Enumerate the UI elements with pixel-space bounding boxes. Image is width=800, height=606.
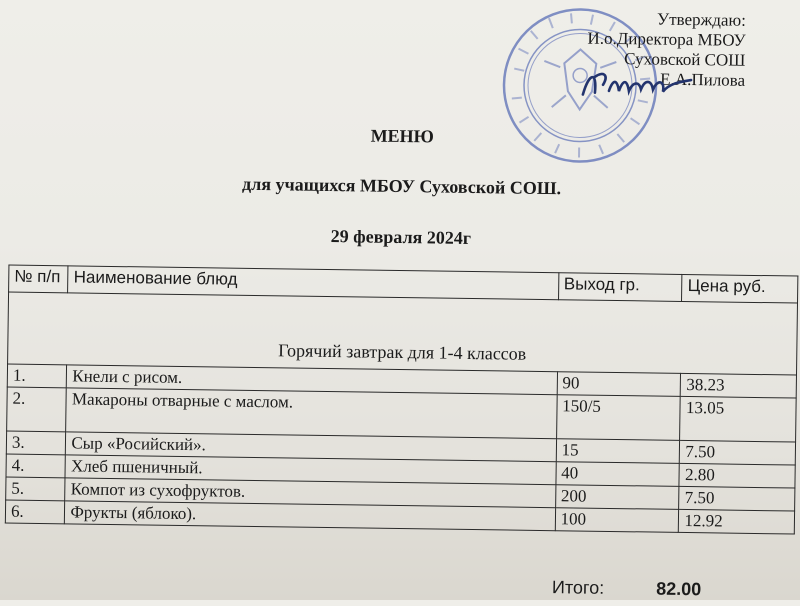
document-subtitle: для учащихся МБОУ Суховской СОШ. — [1, 170, 800, 202]
row-dish: Фрукты (яблоко). — [65, 501, 555, 531]
section-row — [8, 292, 798, 375]
row-number: 2. — [7, 387, 67, 432]
row-dish: Хлеб пшеничный. — [65, 455, 555, 485]
row-dish: Сыр «Росийский». — [66, 432, 556, 462]
row-weight: 90 — [557, 372, 681, 397]
row-number: 3. — [6, 431, 66, 455]
row-price: 13.05 — [680, 396, 796, 442]
row-number: 5. — [6, 477, 66, 501]
header-number: № п/п — [9, 265, 69, 293]
row-price: 2.80 — [679, 463, 795, 488]
document-date: 29 февраля 2024г — [1, 221, 800, 253]
approval-position: И.о.Директора МБОУ — [587, 29, 745, 51]
total-line — [552, 577, 701, 600]
row-dish: Макароны отварные с маслом. — [66, 388, 557, 439]
document-title: МЕНЮ — [2, 120, 800, 152]
row-number: 1. — [7, 364, 67, 388]
signature — [579, 64, 700, 106]
header-dish: Наименование блюд — [68, 266, 559, 300]
row-weight: 15 — [556, 439, 680, 464]
header-weight: Выход гр. — [558, 273, 682, 302]
menu-table — [5, 265, 799, 535]
section-title: Горячий завтрак для 1-4 классов — [8, 292, 798, 375]
row-weight: 200 — [555, 485, 679, 510]
row-price: 12.92 — [679, 509, 795, 534]
row-number: 4. — [6, 454, 66, 478]
approval-heading: Утверждаю: — [588, 9, 746, 31]
row-weight: 40 — [556, 462, 680, 487]
row-number: 6. — [5, 500, 65, 524]
row-dish: Кнели с рисом. — [67, 365, 557, 395]
header-price: Цена руб. — [682, 274, 798, 303]
approval-name: Е.А.Пилова — [587, 69, 745, 91]
row-price: 38.23 — [681, 373, 797, 398]
total-label: Итого: — [552, 577, 604, 598]
row-price: 7.50 — [680, 440, 796, 465]
row-weight: 100 — [555, 508, 679, 533]
row-price: 7.50 — [679, 486, 795, 511]
row-weight: 150/5 — [556, 395, 680, 441]
approval-school: Суховской СОШ — [587, 49, 745, 71]
row-dish: Компот из сухофруктов. — [65, 478, 555, 508]
total-value: 82.00 — [656, 579, 701, 600]
